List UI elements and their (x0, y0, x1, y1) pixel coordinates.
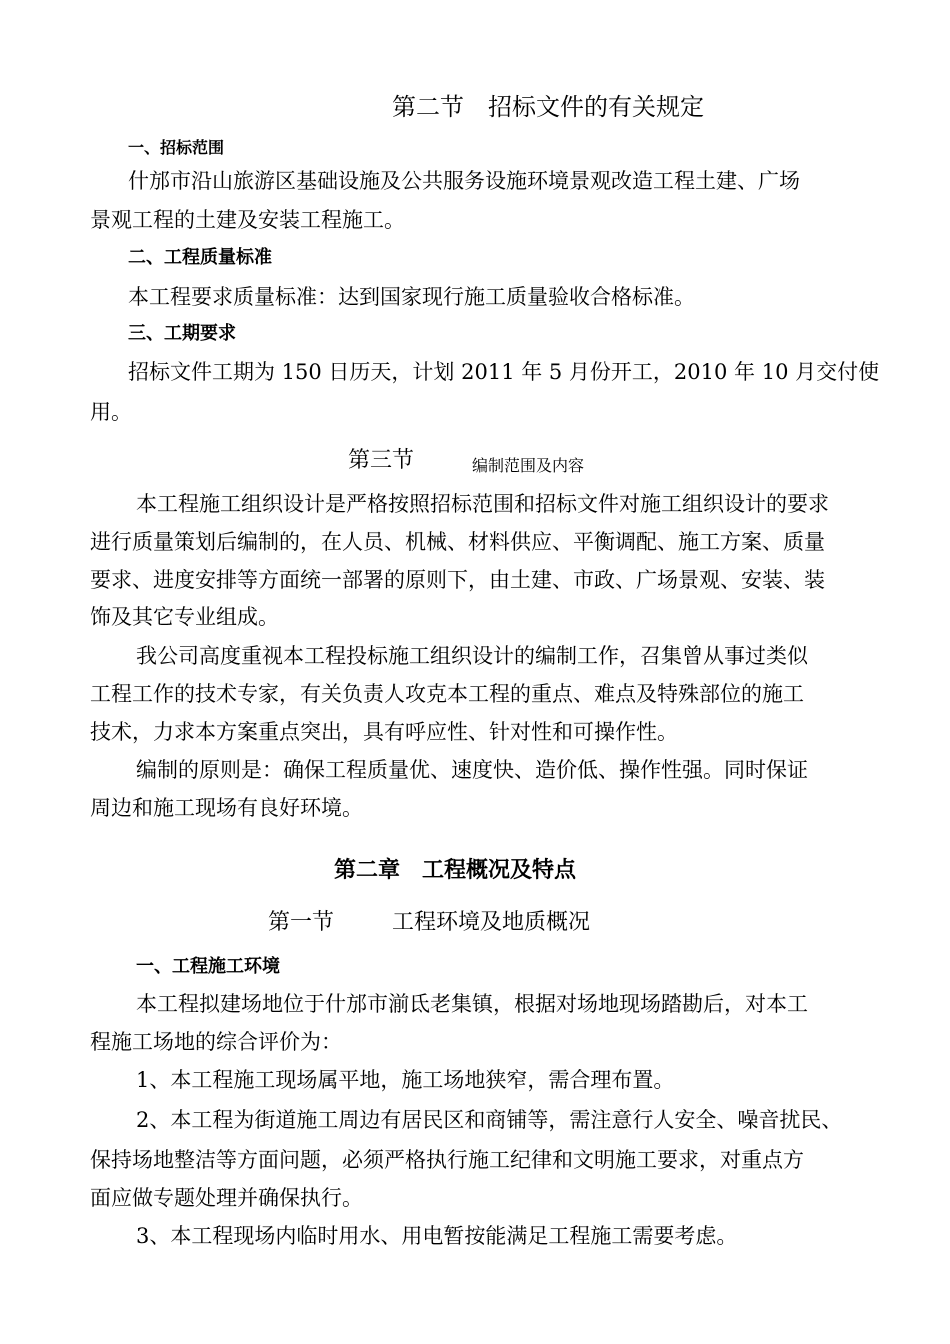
chapter-title: 第二章 工程概况及特点 (334, 858, 577, 883)
list-item: 3、本工程现场内临时用水、用电暂按能满足工程施工需要考虑。 (136, 1224, 738, 1248)
paragraph-line: 招标文件工期为 150 日历天，计划 2011 年 5 月份开工，2010 年 10 月交付使 (128, 360, 880, 384)
paragraph-line: 景观工程的土建及安装工程施工。 (90, 208, 405, 232)
paragraph-line: 进行质量策划后编制的，在人员、机械、材料供应、平衡调配、施工方案、质量 (90, 530, 825, 554)
section-title-main: 第一节 (268, 910, 335, 935)
paragraph-line: 编制的原则是：确保工程质量优、速度快、造价低、操作性强。同时保证 (136, 758, 808, 782)
paragraph-line: 技术，力求本方案重点突出，具有呼应性、针对性和可操作性。 (90, 720, 678, 744)
paragraph-line: 本工程施工组织设计是严格按照招标范围和招标文件对施工组织设计的要求 (136, 492, 829, 516)
paragraph-line: 本工程要求质量标准：达到国家现行施工质量验收合格标准。 (128, 285, 695, 309)
subheading: 一、招标范围 (128, 138, 225, 157)
subheading: 二、工程质量标准 (128, 247, 272, 268)
subheading: 一、工程施工环境 (136, 956, 280, 977)
paragraph-line: 保持场地整洁等方面问题，必须严格执行施工纪律和文明施工要求，对重点方 (90, 1148, 804, 1172)
paragraph-line: 工程工作的技术专家，有关负责人攻克本工程的重点、难点及特殊部位的施工 (90, 682, 804, 706)
paragraph-line: 用。 (90, 400, 132, 424)
paragraph-line: 本工程拟建场地位于什邡市湔氐老集镇，根据对场地现场踏勘后，对本工 (136, 992, 808, 1016)
section-title-sub: 编制范围及内容 (472, 456, 585, 475)
section-title: 第二节 招标文件的有关规定 (392, 93, 704, 121)
paragraph-line: 程施工场地的综合评价为： (90, 1030, 342, 1054)
paragraph-line: 什邡市沿山旅游区基础设施及公共服务设施环境景观改造工程土建、广场 (128, 169, 800, 193)
section-title-main: 第三节 (348, 448, 415, 473)
paragraph-line: 我公司高度重视本工程投标施工组织设计的编制工作，召集曾从事过类似 (136, 644, 808, 668)
paragraph-line: 要求、进度安排等方面统一部署的原则下，由土建、市政、广场景观、安装、装 (90, 568, 825, 592)
paragraph-line: 饰及其它专业组成。 (90, 605, 279, 629)
section-title-sub: 工程环境及地质概况 (392, 910, 591, 935)
list-item: 2、本工程为街道施工周边有居民区和商铺等，需注意行人安全、噪音扰民、 (136, 1108, 843, 1132)
paragraph-line: 面应做专题处理并确保执行。 (90, 1186, 363, 1210)
paragraph-line: 周边和施工现场有良好环境。 (90, 796, 363, 820)
list-item: 1、本工程施工现场属平地，施工场地狭窄，需合理布置。 (136, 1068, 675, 1092)
subheading: 三、工期要求 (128, 323, 236, 344)
